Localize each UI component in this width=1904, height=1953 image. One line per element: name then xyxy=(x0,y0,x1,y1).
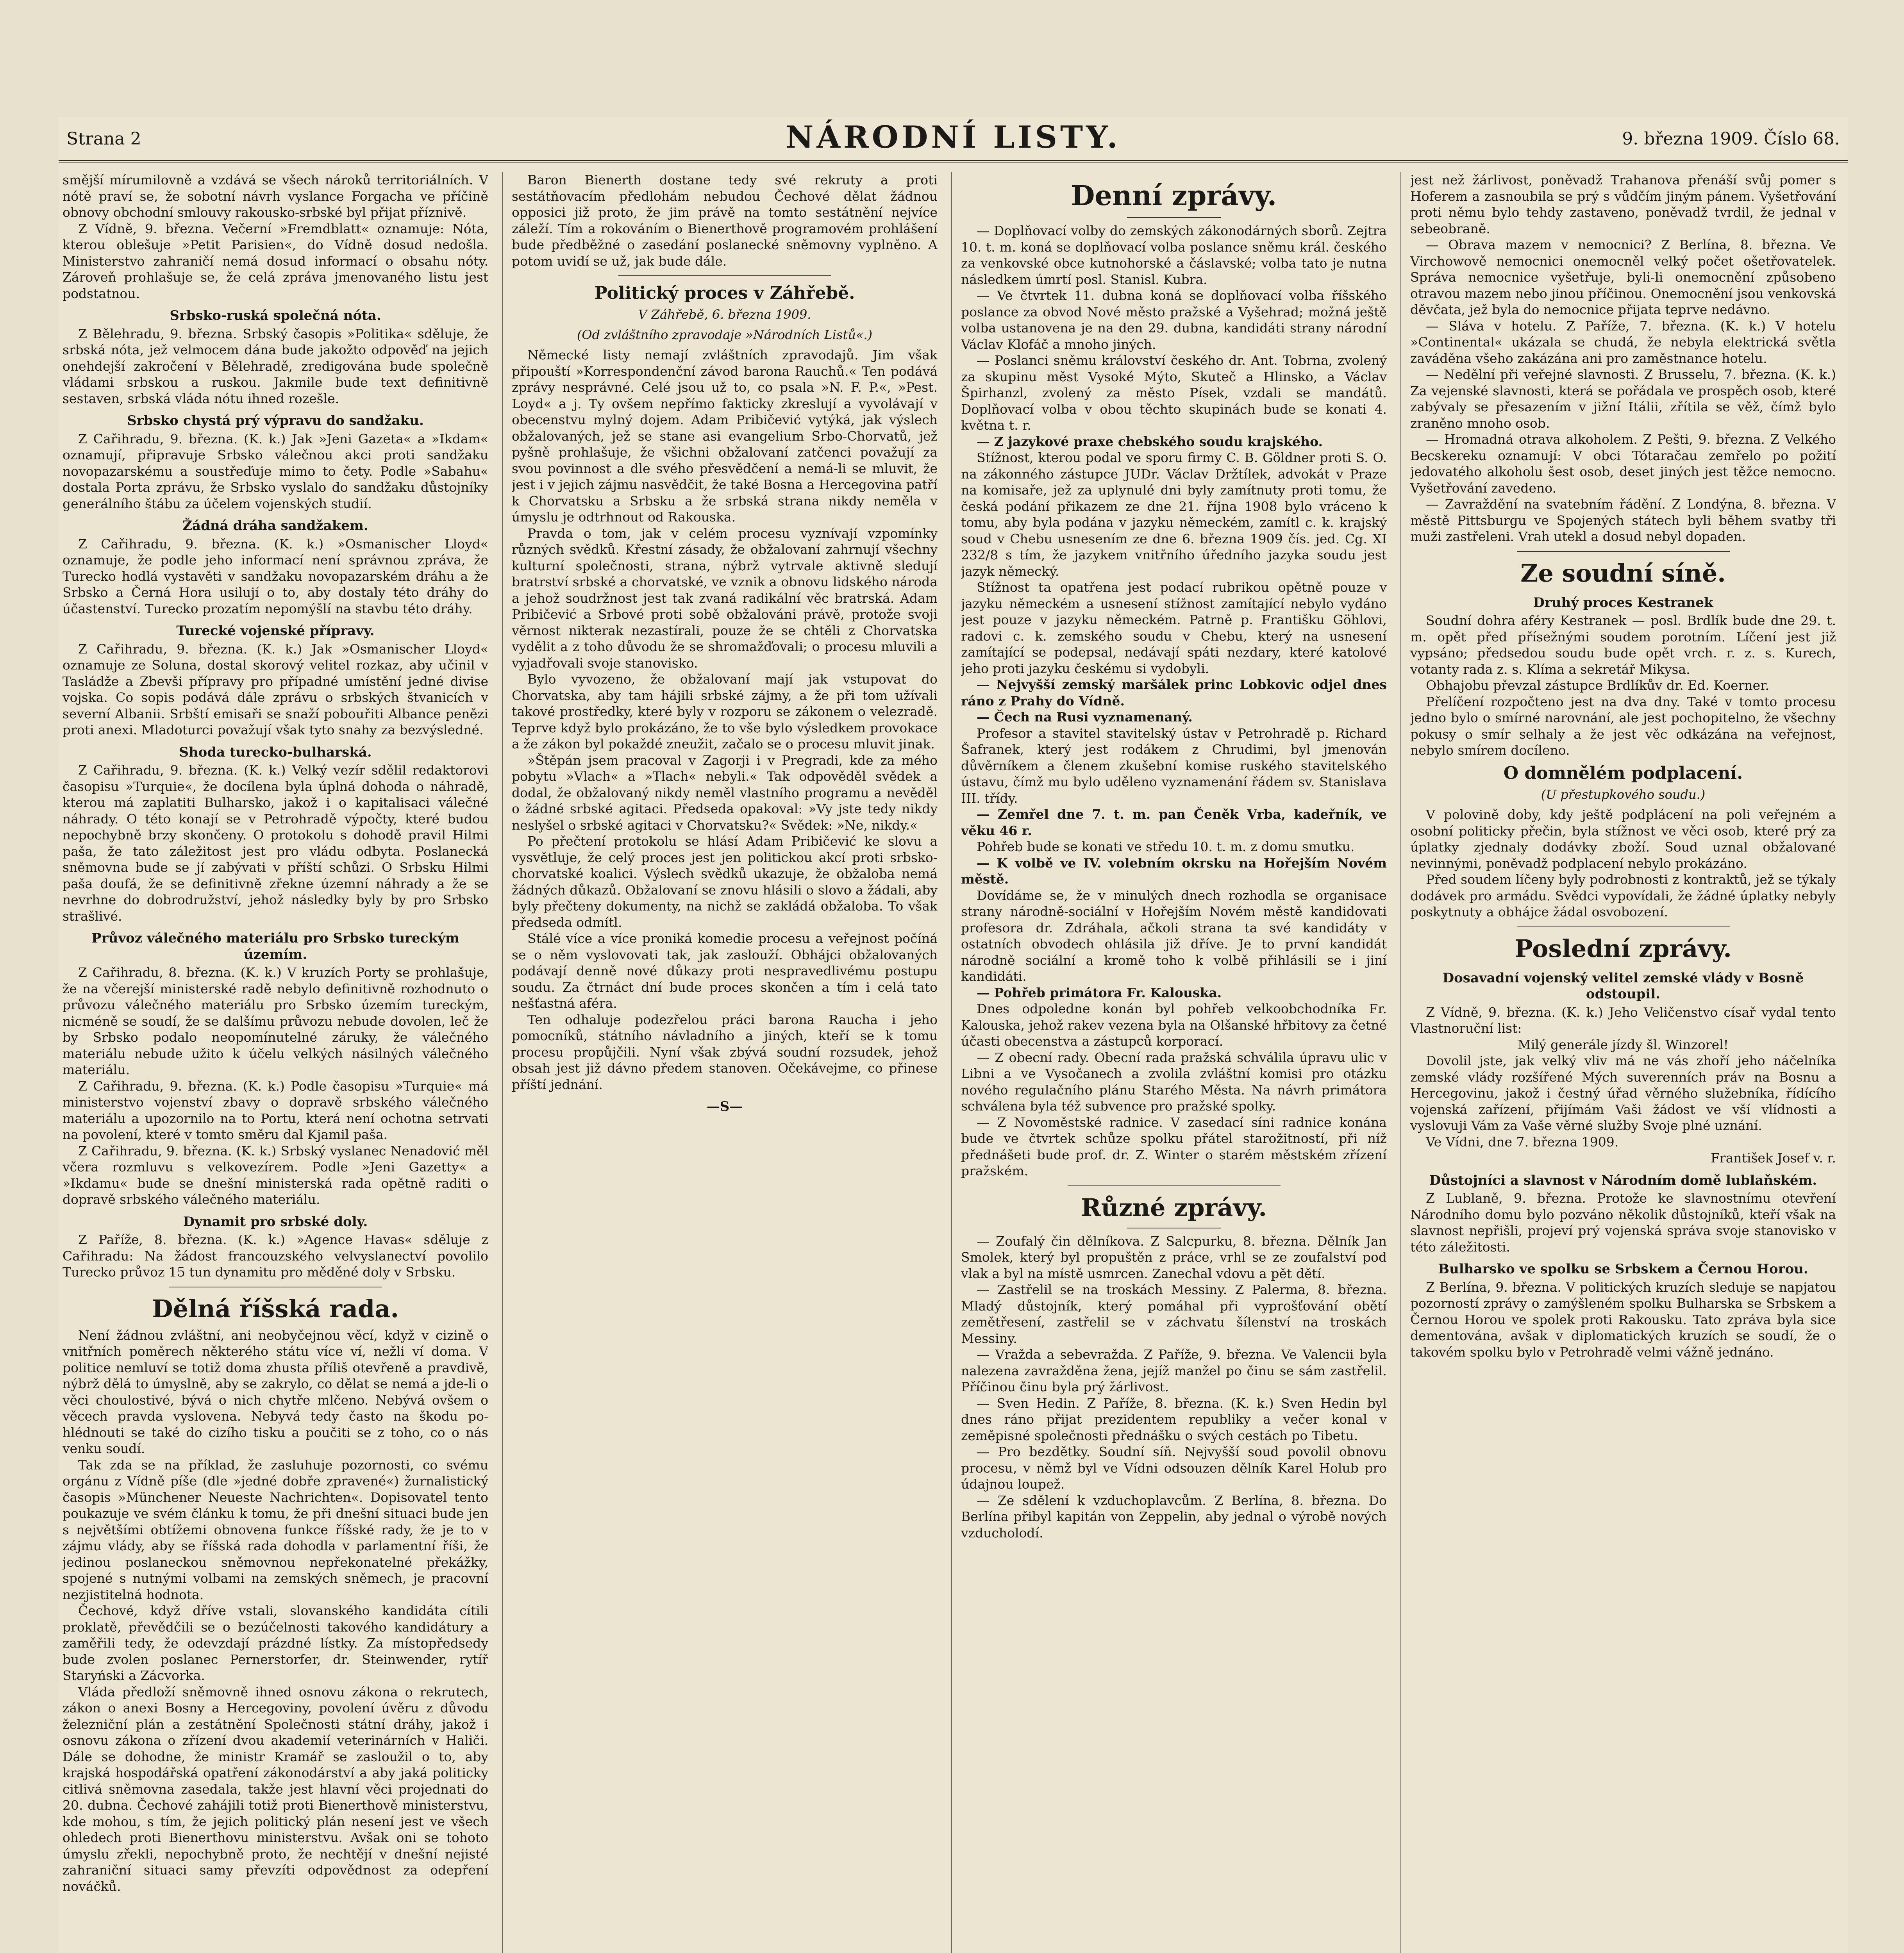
column-rule xyxy=(951,172,952,1953)
paragraph: — Z Novoměstské radnice. V zasedací síni radnice konána bude ve čtvrtek schůze spolku přátel starožitností, při níž přednášeti bude prof. dr. Z. Winter o starém městském zřízení pražském. xyxy=(961,1114,1387,1178)
paragraph: V polovině doby, kdy ještě podplácení na poli veřejném a osobní politicky přečin, byla stížnost ve věci osob, které prý za úplatky zjednaly dodávky zboží. Soud uznal obžalované nevinnými, poněvadž podplacení nebylo prokázáno. xyxy=(1410,807,1836,871)
news-item-heading: — Zemřel dne 7. t. m. pan Čeněk Vrba, kadeřník, ve věku 46 r. xyxy=(961,807,1387,838)
column-4 xyxy=(1410,172,1836,1953)
section-title: Denní zprávy. xyxy=(1071,179,1277,212)
paragraph: — Ve čtvrtek 11. dubna koná se doplňovací volba říšského poslance za obvod Nové město pražské a Vyšehrad; možná ještě volba ustanovena je na den 29. dubna, kandidáti strany národní Václav Klofáč a mnoho jiných. xyxy=(961,288,1387,352)
paragraph: — Nedělní při veřejné slavnosti. Z Brusselu, 7. března. (K. k.) Za vejenské slavnosti, která se pořádala ve prospěch osob, které zabývaly se přesazením v jižní Itálii, zřítila se věž, čímž bylo zraněno mnoho osob. xyxy=(1410,367,1836,431)
paragraph: — Vražda a sebevražda. Z Paříže, 9. března. Ve Valencii byla nalezena zavražděna žena, jejíž manžel po činu se sám zastřelil. Příčinou činu byla prý žárlivost. xyxy=(961,1347,1387,1394)
paragraph: Milý generále jízdy šl. Winzorel! xyxy=(1518,1037,1729,1052)
paragraph: — Hromadná otrava alkoholem. Z Pešti, 9. března. Z Velkého Becskereku oznamují: V obci Tótaračau zemřelo po požití jedovatého alkoholu šest osob, deset jiných jest těžce nemocno. Vyšetřování zavedeno. xyxy=(1410,432,1836,496)
paragraph: Pravda o tom, jak v celém procesu vyznívají vzpomínky různých svědků. Křestní zásady, že obžalovaní zahrnují všechny kulturní společnosti, strana, nýbrž vytrvale aktivně sledují bratrství srbské a chorvatské, ve vznik a obnovu lidského národa a jehož soudržnost jest tak zvaná radikální věc bratrská. Adam Pribičević a Srbové proti sobě obžalováni právě, protože svoji věrnost nikterak nezastírali, pouze že se chtěli z Chorvatska vydělit a z toho důvodu že se shromažďovali; o procesu mluvili a vyjadřovali svoje stanovisko. xyxy=(512,525,938,671)
paragraph: Soudní dohra aféry Kestranek — posl. Brdlík bude dne 29. t. m. opět před přísežnými soudem porotním. Líčení jest již vypsáno; předsedou soudu bude opět vrch. r. z. s. Kurech, votanty rada z. s. Klíma a sekretář Mikysa. xyxy=(1410,613,1836,677)
paragraph: Bylo vyvozeno, že obžalovaní mají jak vstupovat do Chorvatska, aby tam hájili srbské zájmy, a že při tom užívali takové prostředky, které byly v rozporu se zákonem o velezradě. Teprve když bylo prokázáno, že to vše bylo výsledkem provokace a že zákon byl pokaždé zneužit, začalo se o procesu mluvit jinak. xyxy=(512,671,938,752)
paragraph: Před soudem líčeny byly podrobnosti z kontraktů, jež se týkaly dodávek pro armádu. Svědci vypovídali, že žádné úplatky nebyly poskytnuty a obhájce žádal osvobození. xyxy=(1410,872,1836,919)
paragraph: — Pro bezdětky. Soudní síň. Nejvyšší soud povolil obnovu procesu, v němž byl ve Vídni odsouzen dělník Karel Holub pro údajnou loupež. xyxy=(961,1444,1387,1492)
paragraph: Obhajobu převzal zástupce Brdlíkův dr. Ed. Koerner. xyxy=(1426,678,1769,693)
section-divider xyxy=(1517,551,1730,552)
article-heading: Srbsko-ruská společná nóta. xyxy=(170,308,381,323)
paragraph: Z Cařihradu, 9. března. (K. k.) Jak »Osmanischer Lloyd« oznamuje ze Soluna, dostal skorový velitel rozkaz, aby učinil v Tasládže a Zbevši přípravy pro případné umístění jedné divise vojska. Co sopis podává dále zprávu o srbských štvanicích v severní Albanii. Srbští emisaři se snaží pobouřiti Albance penězi proti anexi. Mladoturci považují však tyto snahy za bezvýsledné. xyxy=(63,641,488,737)
paragraph: Z Bělehradu, 9. března. Srbský časopis »Politika« sděluje, že srbská nóta, jež velmocem dána bude jakožto odpověď na jejich onehdejší zakročení v Bělehradě, zredigována bude společně vládami srbskou a ruskou. Jakmile bude text definitivně sestaven, srbská vláda nótu ihned rozešle. xyxy=(63,326,488,406)
newspaper-title: NÁRODNÍ LISTY. xyxy=(786,120,1121,155)
paragraph: — Doplňovací volby do zemských zákonodárných sborů. Zejtra 10. t. m. koná se doplňovací volba poslance sněmu král. českého za venkovské obce kutnohorské a čáslavské; volba tato je nutna následkem úmrtí posl. Stanisl. Kubra. xyxy=(961,223,1387,287)
column-rule xyxy=(1400,172,1401,1953)
article-heading: Bulharsko ve spolku se Srbskem a Černou Horou. xyxy=(1438,1261,1808,1277)
byline: (Od zvláštního zpravodaje »Národních Listů«.) xyxy=(577,327,873,342)
signature: —S— xyxy=(706,1099,743,1114)
article-subheading: (U přestupkového soudu.) xyxy=(1541,787,1706,802)
paragraph: Z Vídně, 9. března. Večerní »Fremdblatt« oznamuje: Nóta, kterou oblešuje »Petit Parisien«, do Vídně dosud nedošla. Ministerstvo zahraničí nemá dosud informací o obsahu nóty. Zároveň prohlašuje se, že celá zpráva jmenovaného listu jest podstatnou. xyxy=(63,221,488,301)
paragraph: — Obrava mazem v nemocnici? Z Berlína, 8. března. Ve Virchowově nemocnici onemocněl velký počet ošetřovatelek. Správa nemocnice vyšetřuje, byli-li onemocnění způsobeno otravou mazem nebo jinou příčinou. Onemocnění jsou venkovská děvčata, jež byla do nemocnice přijata teprve nedávno. xyxy=(1410,237,1836,317)
paragraph: Přelíčení rozpočteno jest na dva dny. Také v tomto procesu jedno bylo o smírné narovnání, ale jest pochopitelno, že všechny pokusy o smír selhaly a že jest věc odkázána na veřejnost, nebylo smírem docíleno. xyxy=(1410,694,1836,758)
article-heading: Druhý proces Kestranek xyxy=(1533,594,1713,611)
section-divider xyxy=(1068,1185,1281,1186)
column-1 xyxy=(63,172,488,1953)
paragraph: Z Vídně, 9. března. (K. k.) Jeho Veličenstvo císař vydal tento Vlastnoruční list: xyxy=(1410,1004,1836,1036)
paragraph: Z Cařihradu, 9. března. (K. k.) Srbský vyslanec Nenadović měl včera rozmluvu s velkovezírem. Podle »Jeni Gazetty« a »Ikdamu« bude se dnešní ministerská rada opětně raditi o dopravě srbského válečného materiálu. xyxy=(63,1143,488,1207)
section-title: Poslední zprávy. xyxy=(1515,934,1732,963)
paragraph: Čechové, když dříve vstali, slovanského kandidáta cítili proklatě, převědčili se o bezúčelnosti takového kandidátury a zaměřili tedy, že odevzdají prázdné lístky. Za místopředsedy bude zvolen poslanec Pernerstorfer, dr. Steinwender, rytíř Staryński a Zácvorka. xyxy=(63,1603,488,1683)
section-title: Ze soudní síně. xyxy=(1520,559,1726,587)
paragraph: — Ze sdělení k vzduchoplavcům. Z Berlína, 8. března. Do Berlína přibyl kapitán von Zeppelin, aby jednal o výrobě nových vzducholodí. xyxy=(961,1492,1387,1541)
newspaper-page xyxy=(59,117,1848,1953)
paragraph: Z Cařihradu, 9. března. (K. k.) Jak »Jeni Gazeta« a »Ikdam« oznamují, připravuje Srbsko válečnou akci proti sandžaku novopazarskému a soustřeďuje mimo to čety. Podle »Sabahu« dostala Porta zprávu, že Srbsko vyslalo do sandžaku důstojníky generálního štábu za účelem vojenských studií. xyxy=(63,431,488,511)
paragraph: Z Paříže, 8. března. (K. k.) »Agence Havas« sděluje z Cařihradu: Na žádost francouzského velvyslanectví povolilo Turecko průvoz 15 tun dynamitu pro měděné doly v Srbsku. xyxy=(63,1232,488,1280)
news-item-heading: — K volbě ve IV. volebním okrsku na Hořejším Novém městě. xyxy=(961,855,1387,887)
paragraph: Z Cařihradu, 9. března. (K. k.) Velký vezír sdělil redaktorovi časopisu »Turquie«, že docílena byla úplná dohoda o náhradě, kterou má zaplatiti Bulharsko, jakož i o kapitalisaci válečné náhrady. O této konají se v Petrohradě výpočty, které budou nepochybně brzy skončeny. O protokolu s dohodě pravil Hilmi paša, že tato záležitost jest pro vládu odbyta. Poslanecká sněmovna bude se jí zabývati v příští schůzi. O Srbsku Hilmi paša doufá, že se definitivně zřekne územní náhrady a že se nevrhne do dobrodružství, jehož následky byly by pro Srbsko strašlivé. xyxy=(63,762,488,924)
column-2 xyxy=(512,172,938,1953)
paragraph: Ten odhaluje podezřelou práci barona Raucha i jeho pomocníků, státního návladního a jiných, kteří se k tomu procesu propůjčili. Nyní však zbývá soudní rozsudek, jehož obsah jest již dávno předem stanoven. Očekávejme, co přinese příští jednání. xyxy=(512,1012,938,1092)
paragraph: Z Cařihradu, 8. března. (K. k.) V kruzích Porty se prohlašuje, že na včerejší ministerské radě nebylo definitivně rozhodnuto o průvozu válečného materiálu pro Srbsko územím tureckým, nicméně se soudí, že se dalšímu průvozu nebude dovolen, leč že by Srbsko podalo neopomínutelné záruky, že válečného materiálu nebude užito k účelu velkých násilných válečného materiálu. xyxy=(63,965,488,1077)
article-heading: O domnělém podplacení. xyxy=(1503,763,1743,783)
issue-date: 9. března 1909. Číslo 68. xyxy=(1622,129,1840,149)
paragraph: Stálé více a více proniká komedie procesu a veřejnost počíná se o něm vyslovovati tak, jak zaslouží. Obhájci obžalovaných podávají denně nové důkazy proti nespravedlivému postupu soudu. Za čtrnáct dní bude proces skončen a tím i celá tato nešťastná aféra. xyxy=(512,931,938,1011)
paragraph: — Sven Hedin. Z Paříže, 8. března. (K. k.) Sven Hedin byl dnes ráno přijat prezidentem republiky a večer konal v zeměpisné společnosti přednášku o svých cestách po Tibetu. xyxy=(961,1395,1387,1443)
paragraph: jest než žárlivost, poněvadž Trahanova přenáší svůj pomer s Hoferem a zasnoubila se prý s vůdčím jiným pánem. Vyšetřování proti němu bylo tehdy zastaveno, poněvadž tvrdil, že jednal v sebeobraně. xyxy=(1410,172,1836,236)
article-heading: Turecké vojenské přípravy. xyxy=(176,623,375,639)
paragraph: smější mírumilovně a vzdává se všech nároků territoriálních. V nótě praví se, že sobotní návrh vyslance Forgacha ve příčině obnovy obchodní smlouvy rakousko-srbské byl přijat příznivě. xyxy=(63,172,488,220)
article-heading: Důstojníci a slavnost v Národním domě lublaňském. xyxy=(1429,1172,1817,1188)
paragraph: Tak zda se na příklad, že zasluhuje pozornosti, co svému orgánu z Vídně píše (dle »jedné dobře zpravené«) žurnalistický časopis »Münchener Neueste Nachrichten«. Dopisovatel tento poukazuje ve svém článku k tomu, že při dnešní situaci bude jen s největšími obtížemi obnovena funkce říšské rady, že je to v zájmu vlády, aby se říšská rada dohodla v parlamentní říši, že jedinou poslaneckou sněmovnou nepřekonatelné překážky, spojené s nutnými volbami na zemských sněmech, je pracovní nezjistitelná hodnota. xyxy=(63,1457,488,1602)
column-3 xyxy=(961,172,1387,1953)
article-heading: Žádná dráha sandžakem. xyxy=(182,518,368,534)
section-divider xyxy=(1127,217,1221,218)
article-heading: Dynamit pro srbské doly. xyxy=(183,1214,368,1230)
dateline: V Záhřebě, 6. března 1909. xyxy=(638,307,811,322)
column-rule xyxy=(502,172,503,1953)
article-heading: Dosavadní vojenský velitel zemské vlády v Bosně odstoupil. xyxy=(1442,970,1804,1002)
news-item-heading: — Pohřeb primátora Fr. Kalouska. xyxy=(977,985,1222,1000)
section-title: Politický proces v Záhřebě. xyxy=(594,283,855,303)
section-title: Různé zprávy. xyxy=(1081,1193,1267,1222)
paragraph: Z Cařihradu, 9. března. (K. k.) Podle časopisu »Turquie« má ministerstvo vojenství zbavy o dopravě srbského válečného materiálu a upozornilo na to Portu, která není ochotna setrvati na povolení, které v tomto směru dal Kjamil paša. xyxy=(63,1078,488,1142)
paragraph: — Zoufalý čin dělníkova. Z Salcpurku, 8. března. Dělník Jan Smolek, který byl propuštěn z práce, vrhl se ze zoufalství pod vlak a byl na místě usmrcen. Zanechal vdovu a pět dětí. xyxy=(961,1233,1387,1281)
paragraph: Vláda předloží sněmovně ihned osnovu zákona o rekrutech, zákon o anexi Bosny a Hercegoviny, povolení úvěru z důvodu železniční plán a zestátnění Společnosti státní dráhy, jakož i osnovu zákona o zřízení dvou akademií veterinárních v Haliči. Dále se dohodne, že ministr Kramář se zasloužil o to, aby krajská hospodářská opatření zákonodárství a aby jaká politicky citlivá sněmovna zasedala, takže jest hlavní věci projednati do 20. dubna. Čechové zahájili totiž proti Bienerthově ministerstvu, kde mohou, s tím, že jejich politický plán nesení jest ve všech ohledech proti Bienerthovu ministerstvu. Avšak oni se tohoto úmyslu zřekli, nepochybně proto, že nechtějí v dnešní nejisté zahraniční situaci samy převzíti odpovědnost za odepření nováčků. xyxy=(63,1684,488,1894)
paragraph: Z Lublaně, 9. března. Protože ke slavnostnímu otevření Národního domu bylo pozváno několik důstojníků, kteří však na slavnost nepřišli, projeví prý vojenská správa svoje stanovisko v této záležitosti. xyxy=(1410,1191,1836,1255)
paragraph: Ve Vídni, dne 7. března 1909. xyxy=(1426,1134,1619,1150)
paragraph: — Poslanci sněmu království českého dr. Ant. Tobrna, zvolený za skupinu měst Vysoké Mýto, Skuteč a Hlinsko, a Václav Špirhanzl, zvolený za město Písek, vzdali se mandátů. Doplňovací volba v obou těchto skupinách bude se konati 4. května t. r. xyxy=(961,353,1387,433)
paragraph: Dovídáme se, že v minulých dnech rozhodla se organisace strany národně-sociální v Hořejším Novém městě kandidovati profesora dr. Zdráhala, ačkoli strana ta své kandidáty v ostatních obvodech ohlásila již dříve. Je to první kandidát národně sociální a kromě toho k volbě přihlásili se i jiní kandidáti. xyxy=(961,887,1387,984)
paragraph: Po přečtení protokolu se hlásí Adam Pribičević ke slovu a vysvětluje, že celý proces jest jen politickou akcí proti srbsko-chorvatské koalici. Výslech svědků ukazuje, že obžaloba nemá žádných důkazů. Obžalovaní se znovu hlásili o slovo a žádali, aby byly přečteny dokumenty, na nichž se zakládá obžaloba. To však předseda odmítl. xyxy=(512,834,938,930)
news-item-heading: — Nejvyšší zemský maršálek princ Lobkovic odjel dnes ráno z Prahy do Vídně. xyxy=(961,677,1387,709)
news-item-heading: — Čech na Rusi vyznamenaný. xyxy=(977,709,1193,725)
paragraph: — Zastřelil se na troskách Messiny. Z Palerma, 8. března. Mladý důstojník, který pomáhal při vyprošťování obětí zemětřesení, zastřelil se v záchvatu šílenství na troskách Messiny. xyxy=(961,1282,1387,1346)
paragraph: — Zavraždění na svatebním řádění. Z Londýna, 8. března. V městě Pittsburgu ve Spojených státech byli během svatby tři muži zastřeleni. Vrah utekl a dosud nebyl dopaden. xyxy=(1410,496,1836,544)
page-number: Strana 2 xyxy=(66,129,141,149)
paragraph: Německé listy nemají zvláštních zpravodajů. Jim však připouští »Korrespondenční závod barona Rauchů.« Ten podává zprávy nesprávné. Celé jsou už to, co psala »N. F. P.«, »Pest. Loyd« a j. Ty ovšem nepřímo fakticky zkreslují a vyvolávají v obecenstvu mylný dojem. Adam Pribičević vytýká, jak výslech obžalovaných, jež se stane asi evangelium Srbo-Chorvatů, jež pyšně prohlašuje, že všichni obžalovaní zatčenci považují za svou povinnost a dle svého přesvědčení a nemá-li se mluvit, že jest i v jejich zájmu nasvědčit, že také Bosna a Hercegovina patří k Chorvatsku a Srbsku a že srbská strana nikdy neměla v úmyslu je odtrhnout od Rakouska. xyxy=(512,347,938,525)
paragraph: Z Cařihradu, 9. března. (K. k.) »Osmanischer Lloyd« oznamuje, že podle jeho informací není správnou zpráva, že Turecko hodlá vystavěti v sandžaku novopazarském dráhu a že Srbsko a Černá Hora usilují o to, aby dostaly této dráhy do účastenství. Turecko prozatím nepomýšlí na stavbu této dráhy. xyxy=(63,536,488,616)
paragraph: Baron Bienerth dostane tedy své rekruty a proti sestátňovacím předlohám nebudou Čechové dělat žádnou opposici již proto, že jim právě na tomto sestátnění nejvíce záleží. Tím a rokováním o Bienerthově programovém prohlášení bude předběžné o zasedání poslanecké sněmovny vyplněno. A potom uvidí se už, jak bude dále. xyxy=(512,172,938,269)
paragraph: Z Berlína, 9. března. V politických kruzích sleduje se napjatou pozorností zprávy o zamýšleném spolku Bulharska se Srbskem a Černou Horou ve spolek proti Rakousku. Tato zpráva byla sice dementována, avšak v diplomatických kruzích se soudí, že o takovém spolku bylo v Petrohradě velmi vážně jednáno. xyxy=(1410,1279,1836,1360)
signature: František Josef v. r. xyxy=(1711,1150,1836,1166)
masthead xyxy=(59,117,1848,162)
paragraph: Dovolil jste, jak velký vliv má ne vás zhoří jeho náčelníka zemské vlády rozšířené Mých suverenních práv na Bosnu a Hercegovinu, jakož i čestný úřad věrného služebníka, řídícího vojenská zařízení, přijímám Vaši žádost ve vší vlídnosti a vyslovuji Vám za Vaše věrné služby Svoje plné uznání. xyxy=(1410,1053,1836,1133)
paragraph: Není žádnou zvláštní, ani neobyčejnou věcí, když v cizině o vnitřních poměrech některého státu více ví, nežli ví doma. V politice nemluví se totiž doma zhusta příliš otevřeně a pravdivě, nýbrž dělá to úmyslně, aby se zakrylo, co dělat se nemá a jde-li o věci choulostivé, bývá o nich chytře mlčeno. Nebývá ovšem o věcech pravda vyslovena. Nebyvá tedy často na škodu po-hlédnouti se také do cizího tisku a poučiti se z toho, co o nás venku soudí. xyxy=(63,1327,488,1456)
paragraph: Profesor a stavitel stavitelský ústav v Petrohradě p. Richard Šafranek, který jest rodákem z Chrudimi, byl jmenován důvěrníkem a členem zkušební komise ruského stavitelského ústavu, čímž mu bylo uděleno vyznamenání řádem sv. Stanislava III. třídy. xyxy=(961,725,1387,806)
section-divider xyxy=(618,275,831,276)
paragraph: Stížnost, kterou podal ve sporu firmy C. B. Göldner proti S. O. na zákonného zástupce JUDr. Václav Držtílek, advokát v Praze na komisaře, jež za uplynulé dni byly zamítnuty proti tomu, že česká podání přikazem ze dne 21. října 1908 bylo vráceno k tomu, aby byla podána v jazyku německém, zamítl c. k. krajský soud v Chebu usnesením ze dne 6. března 1909 čís. jed. Cg. XI 232/8 s tím, že jazykem vnitřního úředního jazyka soudu jest jazyk německý. xyxy=(961,450,1387,579)
news-item-heading: — Z jazykové praxe chebského soudu krajského. xyxy=(977,434,1323,449)
article-heading: Shoda turecko-bulharská. xyxy=(179,744,372,760)
section-title: Dělná říšská rada. xyxy=(152,1294,399,1323)
paragraph: Dnes odpoledne konán byl pohřeb velkoobchodníka Fr. Kalouska, jehož rakev vezena byla na Olšanské hřbitovy za četné účasti obecenstva a zástupců korporací. xyxy=(961,1001,1387,1049)
article-heading: Srbsko chystá prý výpravu do sandžaku. xyxy=(127,413,424,428)
paragraph: Stížnost ta opatřena jest podací rubrikou opětně pouze v jazyku německém a usnesení stížnost zamítající nebylo vydáno jest pouze v jazyku německém. Patrně p. Františku Göhlovi, radovi c. k. zemského soudu v Chebu, který na usnesení zamítající se podepsal, nedávají spáti nezdary, které katolové jeho proti jazyku českému si vydobyli. xyxy=(961,580,1387,676)
article-heading: Průvoz válečného materiálu pro Srbsko tureckým územím. xyxy=(91,930,459,962)
paragraph: »Štěpán jsem pracoval v Zagorji i v Pregradi, kde za mého pobytu »Vlach« a »Tlach« nebyli.« Tak odpověděl svědek a dodal, že obžalovaný nikdy neměl vlastního programu a nevěděl o žádné srbské agitaci. Předseda opakoval: »Vy jste tedy nikdy neslyšel o srbské agitaci v Chorvatsku?« Svědek: »Ne, nikdy.« xyxy=(512,752,938,833)
paragraph: — Z obecní rady. Obecní rada pražská schválila úpravu ulic v Libni a ve Vysočanech a zvolila zvláštní komisi pro otázku nového regulačního plánu Starého Města. Na návrh primátora schválena byla též subvence pro pražské spolky. xyxy=(961,1050,1387,1114)
paragraph: Pohřeb bude se konati ve středu 10. t. m. z domu smutku. xyxy=(977,839,1355,854)
paragraph: — Sláva v hotelu. Z Paříže, 7. března. (K. k.) V hotelu »Continental« ukázala se chudá, že nebyla elektrická světla zaváděna všeho zakázána ani pro zaměstnance hotelu. xyxy=(1410,318,1836,366)
